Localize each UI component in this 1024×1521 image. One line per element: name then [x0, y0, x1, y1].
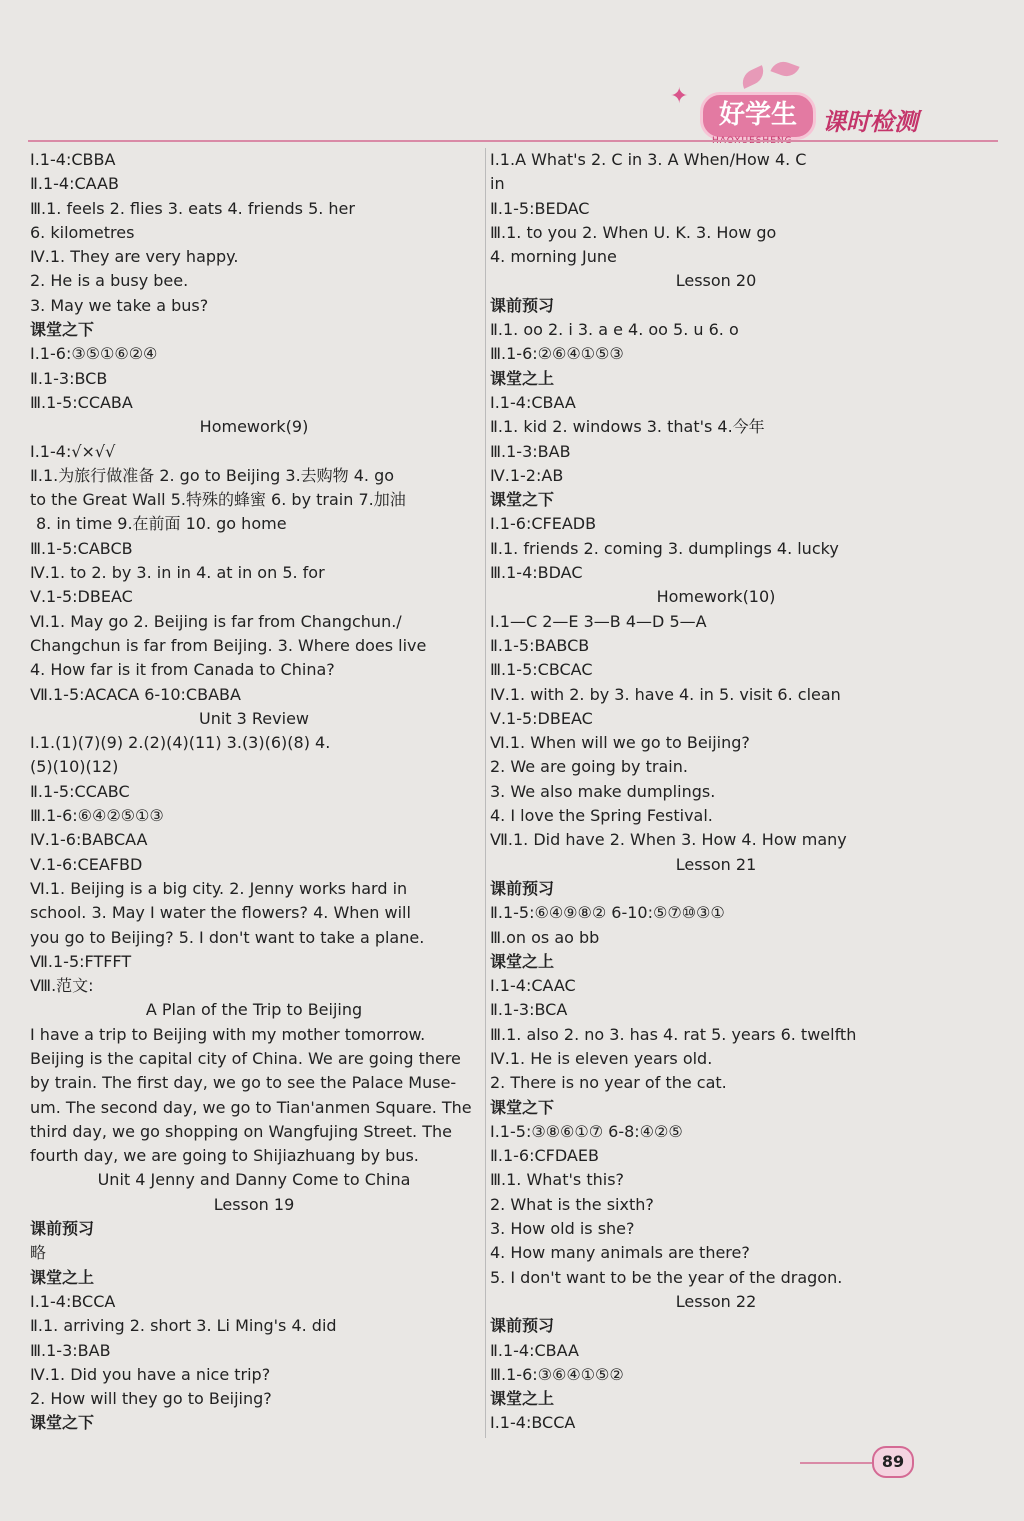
answer-line: Ⅳ.1. He is eleven years old. — [490, 1048, 713, 1068]
column-divider — [485, 148, 486, 1438]
answer-line: Beijing is the capital city of China. We are going there — [30, 1048, 461, 1068]
answer-line: 2. How will they go to Beijing? — [30, 1389, 272, 1409]
answer-line: Ⅱ.1-5:⑥④⑨⑧② 6-10:⑤⑦⑩③① — [490, 903, 725, 923]
star-icon: ✦ — [670, 84, 689, 109]
answer-line: Ⅳ.1-6:BABCAA — [30, 830, 148, 850]
page-number-decoration — [800, 1462, 876, 1464]
answer-line: Ⅰ.1-4:BCCA — [30, 1291, 116, 1311]
answer-line: Ⅰ.1-4:BCCA — [490, 1413, 576, 1433]
section-heading: 课堂之上 — [490, 951, 555, 971]
answer-line: Ⅰ.1-4:√×√√ — [30, 441, 116, 461]
answer-line: Ⅲ.1. to you 2. When U. K. 3. How go — [490, 222, 777, 242]
answer-line: Ⅱ.1-3:BCB — [30, 368, 108, 388]
leaf-icon — [738, 65, 767, 89]
lesson-title: A Plan of the Trip to Beijing — [145, 1000, 363, 1020]
answer-line: Ⅰ.1-4:CBBA — [30, 150, 116, 169]
answer-line: 4. morning June — [490, 247, 617, 267]
answer-line: Ⅲ.1. also 2. no 3. has 4. rat 5. years 6. twelfth — [490, 1024, 857, 1044]
leaf-icon — [770, 58, 799, 80]
answer-line: 略 — [30, 1243, 47, 1263]
answer-line: Ⅲ.1. What's this? — [490, 1170, 625, 1190]
answer-line: Ⅱ.1-5:CCABC — [30, 781, 130, 801]
answer-line: Ⅳ.1. to 2. by 3. in in 4. at in on 5. for — [30, 563, 325, 583]
lesson-title: Unit 4 Jenny and Danny Come to China — [97, 1170, 411, 1190]
answer-line: Ⅲ.1-3:BAB — [30, 1340, 111, 1360]
section-heading: 课堂之下 — [490, 1097, 555, 1117]
section-heading: 课前预习 — [490, 1316, 555, 1336]
answer-line: Ⅱ.1-5:BABCB — [490, 635, 590, 655]
logo-subtitle: 课时检测 — [822, 107, 918, 136]
answer-line: Ⅶ.1. Did have 2. When 3. How 4. How many — [490, 830, 847, 850]
answer-line: Ⅰ.1-5:③⑧⑥①⑦ 6-8:④②⑤ — [490, 1121, 683, 1141]
answer-line: Ⅰ.1-4:CAAC — [490, 976, 576, 996]
answer-line: you go to Beijing? 5. I don't want to take a plane. — [30, 927, 425, 947]
answer-line: Ⅱ.1. friends 2. coming 3. dumplings 4. lucky — [490, 538, 839, 558]
answer-line: Ⅲ.1-6:②⑥④①⑤③ — [490, 344, 624, 364]
page-number: 89 — [872, 1446, 914, 1478]
section-heading: 课堂之上 — [490, 368, 555, 388]
lesson-title: Homework(10) — [656, 587, 776, 607]
answer-line: Ⅲ.1-5:CBCAC — [490, 660, 593, 680]
answer-line: (5)(10)(12) — [30, 757, 119, 777]
answer-line: Ⅳ.1. with 2. by 3. have 4. in 5. visit 6. clean — [490, 684, 841, 704]
answer-line: Ⅱ.1. arriving 2. short 3. Li Ming's 4. did — [30, 1316, 337, 1336]
section-heading: 课堂之上 — [490, 1389, 555, 1409]
answer-line: 4. I love the Spring Festival. — [490, 806, 713, 826]
lesson-title: Lesson 22 — [675, 1291, 757, 1311]
answer-line: 2. We are going by train. — [490, 757, 688, 777]
answer-line: in — [490, 174, 505, 194]
answer-line: 2. There is no year of the cat. — [490, 1073, 727, 1093]
answer-line: 2. What is the sixth? — [490, 1194, 654, 1214]
lesson-title: Unit 3 Review — [198, 708, 309, 728]
answer-line: Ⅲ.1-3:BAB — [490, 441, 571, 461]
answer-line: Ⅲ.1-5:CCABA — [30, 392, 133, 412]
answer-line: Ⅲ.1-5:CABCB — [30, 538, 133, 558]
answer-line: Ⅶ.1-5:ACACA 6-10:CBABA — [30, 684, 241, 704]
answer-line: Ⅴ.1-6:CEAFBD — [30, 854, 143, 874]
answer-line: Ⅲ.on os ao bb — [490, 927, 600, 947]
section-heading: 课堂之上 — [30, 1267, 95, 1287]
section-heading: 课前预习 — [490, 878, 555, 898]
answer-line: 3. We also make dumplings. — [490, 781, 716, 801]
answer-line: Ⅱ.1. kid 2. windows 3. that's 4.今年 — [490, 417, 765, 437]
answer-line: by train. The first day, we go to see the Palace Muse- — [30, 1073, 457, 1093]
answer-line: Ⅲ.1-4:BDAC — [490, 563, 583, 583]
answer-line: Ⅶ.1-5:FTFFT — [30, 951, 132, 971]
answer-line: 3. May we take a bus? — [30, 295, 209, 315]
lesson-title: Lesson 19 — [213, 1194, 295, 1214]
answer-line: fourth day, we are going to Shijiazhuang by bus. — [30, 1146, 419, 1166]
answer-line: Ⅳ.1. Did you have a nice trip? — [30, 1364, 271, 1384]
answer-line: Ⅰ.1-6:CFEADB — [490, 514, 597, 534]
answer-line: to the Great Wall 5.特殊的蜂蜜 6. by train 7.加油 — [30, 490, 406, 510]
right-column — [490, 148, 942, 1436]
answer-line: Ⅰ.1.(1)(7)(9) 2.(2)(4)(11) 3.(3)(6)(8) 4. — [30, 733, 331, 753]
answer-line: Ⅳ.1-2:AB — [490, 465, 564, 485]
answer-line: third day, we go shopping on Wangfujing Street. The — [30, 1121, 452, 1141]
answer-line: Ⅱ.1. oo 2. i 3. a e 4. oo 5. u 6. o — [490, 320, 739, 340]
answer-line: 6. kilometres — [30, 222, 135, 242]
answer-line: 4. How far is it from Canada to China? — [30, 660, 335, 680]
answer-line: Ⅵ.1. May go 2. Beijing is far from Changchun./ — [30, 611, 402, 631]
answer-line: I have a trip to Beijing with my mother tomorrow. — [30, 1024, 426, 1044]
section-heading: 课前预习 — [30, 1219, 95, 1239]
answer-line: Ⅱ.1-4:CBAA — [490, 1340, 579, 1360]
answer-line: Ⅰ.1-6:③⑤①⑥②④ — [30, 344, 158, 364]
header-divider — [28, 140, 998, 142]
answer-line: school. 3. May I water the flowers? 4. When will — [30, 903, 411, 923]
answer-line: 2. He is a busy bee. — [30, 271, 189, 291]
section-heading: 课前预习 — [490, 295, 555, 315]
answer-line: Ⅲ.1. feels 2. flies 3. eats 4. friends 5. her — [30, 198, 355, 218]
answer-line: Ⅱ.1-4:CAAB — [30, 174, 119, 194]
section-heading: 课堂之下 — [490, 490, 555, 510]
answer-line: Ⅱ.1.为旅行做准备 2. go to Beijing 3.去购物 4. go — [30, 465, 395, 485]
answer-line: Ⅴ.1-5:DBEAC — [30, 587, 133, 607]
left-column — [30, 148, 478, 1436]
answer-line: Ⅰ.1.A What's 2. C in 3. A When/How 4. C — [490, 150, 807, 169]
answer-line: Ⅱ.1-6:CFDAEB — [490, 1146, 599, 1166]
answer-line: Ⅵ.1. When will we go to Beijing? — [490, 733, 750, 753]
answer-line: Ⅴ.1-5:DBEAC — [490, 708, 593, 728]
page-header — [0, 0, 1024, 150]
answer-line: um. The second day, we go to Tian'anmen Square. The — [30, 1097, 472, 1117]
answer-line: Ⅷ.范文: — [30, 976, 94, 996]
lesson-title: Homework(9) — [199, 417, 309, 437]
answer-line: Ⅱ.1-3:BCA — [490, 1000, 568, 1020]
section-heading: 课堂之下 — [30, 320, 95, 340]
lesson-title: Lesson 20 — [675, 271, 757, 291]
answer-line: 4. How many animals are there? — [490, 1243, 750, 1263]
lesson-title: Lesson 21 — [675, 854, 757, 874]
answer-line: Ⅳ.1. They are very happy. — [30, 247, 239, 267]
answer-line: Ⅵ.1. Beijing is a big city. 2. Jenny works hard in — [30, 878, 408, 898]
answer-line: Changchun is far from Beijing. 3. Where does live — [30, 635, 427, 655]
answer-line: 8. in time 9.在前面 10. go home — [36, 514, 287, 534]
answer-line: Ⅰ.1-4:CBAA — [490, 392, 576, 412]
answer-line: Ⅲ.1-6:③⑥④①⑤② — [490, 1364, 624, 1384]
section-heading: 课堂之下 — [30, 1413, 95, 1433]
answer-line: Ⅲ.1-6:⑥④②⑤①③ — [30, 806, 164, 826]
answer-line: Ⅱ.1-5:BEDAC — [490, 198, 590, 218]
answer-line: 5. I don't want to be the year of the dragon. — [490, 1267, 843, 1287]
answer-line: Ⅰ.1—C 2—E 3—B 4—D 5—A — [490, 611, 707, 631]
answer-line: 3. How old is she? — [490, 1219, 635, 1239]
logo: 好学生 — [700, 92, 816, 140]
